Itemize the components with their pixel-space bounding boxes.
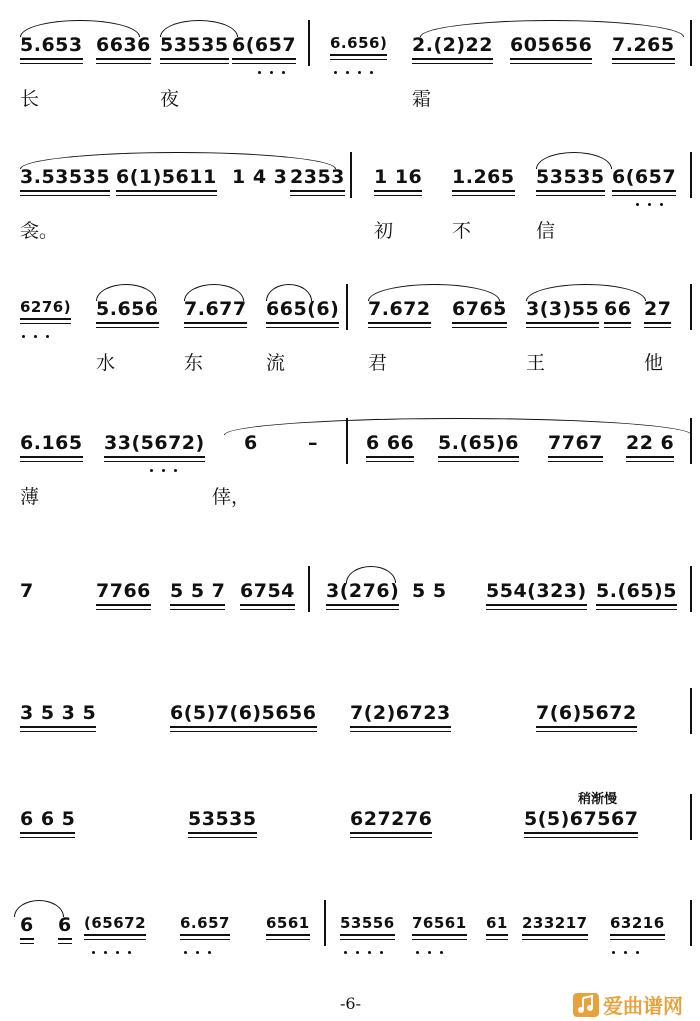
note-group: 5 5 [412, 580, 447, 602]
bar-line [308, 20, 310, 66]
lyric: 衾。 [20, 220, 59, 242]
note-group: 7.672 [368, 298, 431, 324]
note-group: 53556 [340, 914, 395, 936]
bar-line [690, 418, 692, 464]
lyric: 夜 [160, 88, 180, 110]
note-group: 6.657 [180, 914, 230, 936]
note-group: 2.(2)22 [412, 34, 493, 60]
note-group: (65672 [84, 914, 146, 936]
note-group: 1.265 [452, 166, 515, 192]
note-group: 233217 [522, 914, 588, 936]
note-group: 6636 [96, 34, 151, 60]
note-group: 605656 [510, 34, 592, 60]
bar-line [690, 152, 692, 198]
bar-line [690, 688, 692, 734]
page-number: -6- [340, 994, 361, 1013]
note-group: 3(3)55 [526, 298, 599, 324]
low-octave-dots [184, 951, 220, 959]
note-group: 53535 [536, 166, 605, 192]
note-group: 6(657 [612, 166, 676, 192]
low-octave-dots [612, 951, 648, 959]
watermark-text: 爱曲谱网 [603, 994, 683, 1018]
lyric: 薄 [20, 486, 40, 508]
note-group: 63216 [610, 914, 665, 936]
note-group: 7(2)6723 [350, 702, 451, 728]
low-octave-dots [258, 71, 294, 79]
note-group: 53535 [160, 34, 229, 60]
note-group: 2353 [290, 166, 345, 192]
low-octave-dots [416, 951, 452, 959]
lyric: 流 [266, 352, 286, 374]
note-group: 7.265 [612, 34, 675, 60]
note-group: 5 5 7 [170, 580, 225, 606]
bar-line [690, 900, 692, 946]
lyric: 霜 [412, 88, 432, 110]
lyric: 长 [20, 88, 40, 110]
music-note-icon [572, 992, 600, 1018]
note-group: 6561 [266, 914, 310, 936]
bar-line [324, 900, 326, 946]
lyric: 不 [452, 220, 472, 242]
note-group: 627276 [350, 808, 432, 834]
note-group: 6(1)5611 [116, 166, 217, 192]
note-group: 554(323) [486, 580, 587, 606]
note-group: 3 5 3 5 [20, 702, 96, 728]
bar-line [690, 566, 692, 612]
watermark [572, 990, 683, 1019]
note-group: 1 4 3 [232, 166, 288, 188]
note-group: 6 [244, 432, 258, 454]
note-group: – [308, 432, 318, 454]
note-group: 53535 [188, 808, 257, 834]
note-group: 6 6 5 [20, 808, 75, 834]
note-group: 61 [486, 914, 508, 936]
score-line-6 [0, 682, 700, 792]
note-group: 7 [20, 580, 34, 602]
lyric: 水 [96, 352, 116, 374]
score-line-7 [0, 788, 700, 898]
note-group: 6.656) [330, 34, 387, 56]
low-octave-dots [150, 469, 186, 477]
note-group: 5.(65)6 [438, 432, 519, 458]
note-group: 665(6) [266, 298, 339, 324]
lyric: 王 [526, 352, 546, 374]
note-group: 6 [20, 914, 34, 940]
low-octave-dots [636, 203, 672, 211]
low-octave-dots [334, 71, 382, 79]
note-group: 7766 [96, 580, 151, 606]
low-octave-dots [344, 951, 392, 959]
note-group: 6 [58, 914, 72, 940]
bar-line [690, 794, 692, 840]
tempo-mark: 稍渐慢 [578, 792, 618, 807]
lyric: 倖， [212, 486, 251, 508]
note-group: 76561 [412, 914, 467, 936]
note-group: 7767 [548, 432, 603, 458]
note-group: 5.656 [96, 298, 159, 324]
note-group: 5(5)67567 [524, 808, 638, 834]
note-group: 6754 [240, 580, 295, 606]
score-line-2 [0, 146, 700, 256]
bar-line [308, 566, 310, 612]
note-group: 7(6)5672 [536, 702, 637, 728]
note-group: 6(5)7(6)5656 [170, 702, 317, 728]
note-group: 6(657 [232, 34, 296, 60]
note-group: 27 [644, 298, 671, 324]
low-octave-dots [92, 951, 140, 959]
lyric: 君 [368, 352, 388, 374]
note-group: 1 16 [374, 166, 422, 192]
note-group: 6276) [20, 298, 71, 320]
bar-line [350, 152, 352, 198]
lyric: 东 [184, 352, 204, 374]
lyric: 信 [536, 220, 556, 242]
bar-line [346, 418, 348, 464]
bar-line [346, 284, 348, 330]
bar-line [690, 20, 692, 66]
lyric: 他 [644, 352, 664, 374]
note-group: 6 66 [366, 432, 414, 458]
note-group: 6.165 [20, 432, 83, 458]
note-group: 7.677 [184, 298, 247, 324]
score-line-1 [0, 14, 700, 124]
note-group: 33(5672) [104, 432, 205, 458]
note-group: 22 6 [626, 432, 674, 458]
note-group: 66 [604, 298, 631, 324]
score-line-5 [0, 560, 700, 670]
score-line-4 [0, 412, 700, 522]
note-group: 3.53535 [20, 166, 110, 192]
note-group: 5.653 [20, 34, 83, 60]
score-line-8 [0, 894, 700, 1004]
score-line-3 [0, 278, 700, 388]
lyric: 初 [374, 220, 394, 242]
low-octave-dots [22, 335, 58, 343]
note-group: 3(276) [326, 580, 399, 606]
bar-line [690, 284, 692, 330]
note-group: 6765 [452, 298, 507, 324]
note-group: 5.(65)5 [596, 580, 677, 606]
